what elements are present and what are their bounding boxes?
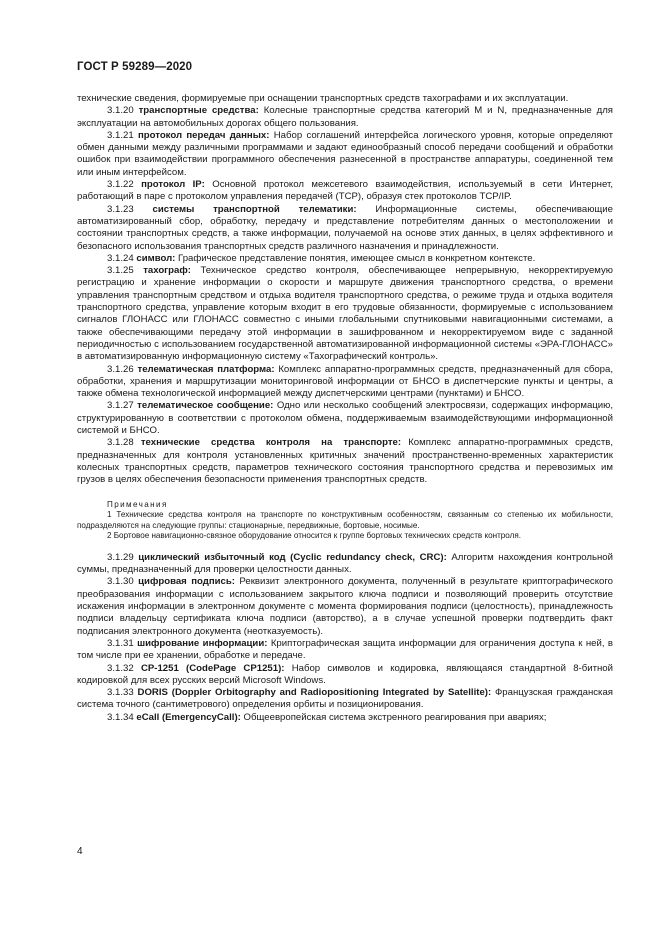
definition-3-1-21: 3.1.21 протокол передач данных: Набор соглашений интерфейса логического уровня, которые определяют обмен данными между различными программами и задают единообразный способ передачи сообщений и обработки ошибок при взаимодействии программного обеспечения разнесенной в пространстве аппаратуры, соединенной тем или иным интерфейсом. [77,129,613,178]
definition-3-1-28: 3.1.28 технические средства контроля на транспорте: Комплекс аппаратно-программных средств, предназначенных для контроля установленных критичных значений пространственно-временных характеристик колесных транспортных средств, параметров технического состояния транспортного средства и перевозимых им грузов в целях обеспечения безопасности применения транспортных средств. [77,437,613,486]
term: технические средства контроля на транспорте: [140,437,402,449]
notes-title: Примечания [107,499,168,509]
definition-3-1-26: 3.1.26 телематическая платформа: Комплекс аппаратно-программных средств, предназначенный для сбора, обработки, хранения и маршрутизации мониторинговой информации от БНСО в диспетчерские пункты и центры, а также обмена технологической информацией между диспетчерскими центрами (пунктами) и БНСО. [77,363,613,400]
term: циклический избыточный код (Cyclic redundancy check, CRC): [138,551,447,563]
term: телематическое сообщение: [137,400,274,412]
term: телематическая платформа: [137,363,275,375]
term: шифрование информации: [137,637,268,649]
definition-3-1-20: 3.1.20 транспортные средства: Колесные транспортные средства категорий M и N, предназначенные для эксплуатации на автомобильных дорогах общего пользования. [77,105,613,129]
definition-3-1-31: 3.1.31 шифрование информации: Криптографическая защита информации для ограничения доступа к ней, в том числе при ее хранении, обработке и передаче. [77,637,613,662]
term: символ: [136,252,176,264]
term: протокол передач данных: [137,129,270,141]
term: CP-1251 (CodePage CP1251): [140,662,285,674]
definition-3-1-33: 3.1.33 DORIS (Doppler Orbitography and Radiopositioning Integrated by Satellite): Французская гражданская система точного (сантиметрового) определения орбиты и позиционирования. [77,687,613,711]
definition-3-1-34: 3.1.34 eCall (EmergencyCall): Общеевропейская система экстренного реагирования при авариях; [107,711,547,723]
term: системы транспортной телематики: [152,203,357,215]
term: транспортные средства: [138,105,259,117]
definition-3-1-30: 3.1.30 цифровая подпись: Реквизит электронного документа, полученный в результате криптографического преобразования информации с использованием закрытого ключа подписи и позволяющий проверить отсутствие искажения информации в электронном документе с момента формирования подписи (целостность), принадлежность подписи владельцу сертификата ключа подписи (авторство), а в случае успешной проверки подтвердить факт подписания электронного документа (неотказуемость). [77,576,613,637]
term: протокол IP: [141,179,205,191]
term: DORIS (Doppler Orbitography and Radiopositioning Integrated by Satellite): [137,687,492,699]
term: тахограф: [143,265,191,277]
definition-3-1-32: 3.1.32 CP-1251 (CodePage CP1251): Набор символов и кодировка, являющаяся стандартной 8-битной кодировкой для всех русских версий Microsoft Windows. [77,662,613,686]
page-number: 4 [77,846,83,857]
note-1: 1 Технические средства контроля на транспорте по конструктивным особенностям, связанным со степенью их мобильности, подразделяются на следующие группы: стационарные, передвижные, бортовые, носимые. [77,510,613,530]
definition-3-1-24: 3.1.24 символ: Графическое представление понятия, имеющее смысл в конкретном контексте. [107,252,536,264]
paragraph-continuation: технические сведения, формируемые при оснащении транспортных средств тахографами и их эксплуатации. [77,93,569,104]
definition-3-1-22: 3.1.22 протокол IP: Основной протокол межсетевого взаимодействия, используемый в сети Интернет, работающий в паре с протоколом управления передачей (TCP), образуя стек протоколов TCP/IP. [77,179,613,203]
notes-block [77,500,613,542]
term: eCall (EmergencyCall): [136,711,241,723]
definition-3-1-23: 3.1.23 системы транспортной телематики: Информационные системы, обеспечивающие автоматизированный сбор, обработку, передачу и представление потребителям данных о местоположении и состоянии транспортных средств, а также информации, получаемой на основе этих данных, в целях эффективного и безопасного использования транспортных средств различного назначения и принадлежности. [77,203,614,252]
term: цифровая подпись: [138,576,235,588]
document-body [77,93,613,724]
definition-3-1-29: 3.1.29 циклический избыточный код (Cyclic redundancy check, CRC): Алгоритм нахождения контрольной суммы, предназначенный для проверки целостности данных. [77,551,613,576]
document-code: ГОСТ Р 59289—2020 [77,61,193,73]
definition-3-1-27: 3.1.27 телематическое сообщение: Одно или несколько сообщений электросвязи, содержащих информацию, структурированную в соответствии с протоколом обмена, поддерживаемым взаимодействующими информационной системой и БНСО. [77,400,614,437]
note-2: 2 Бортовое навигационно-связное оборудование относится к группе бортовых технических средств контроля. [107,531,521,541]
definition-3-1-25: 3.1.25 тахограф: Техническое средство контроля, обеспечивающее непрерывную, некорректируемую регистрацию и хранение информации о скорости и маршруте движения транспортного средства, о времени управления транспортным средством и отдыха водителя транспортного средства, о режиме труда и отдыха водителя транспортного средства, управление которым входит в его трудовые обязанности, формируемые с использованием сигналов ГЛОНАСС или ГЛОНАСС совместно с иными глобальными спутниковыми навигационными системами, а также обеспечивающими передачу этой информации в зашифрованном и некорректируемом виде с заданной периодичностью с использованием государственной автоматизированной информационной системы «ЭРА-ГЛОНАСС» в автоматизированную информационную систему «Тахографический контроль». [77,265,614,363]
